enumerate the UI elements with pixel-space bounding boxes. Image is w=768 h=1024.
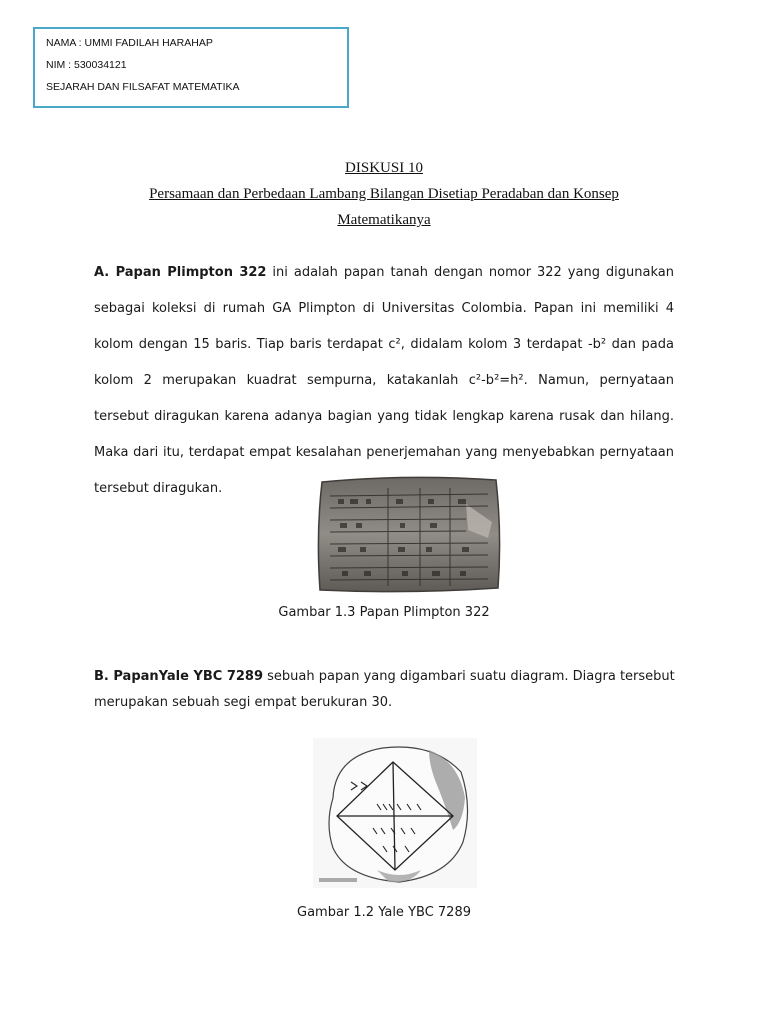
ybc-7289-image — [313, 738, 477, 888]
discussion-title: DISKUSI 10 — [345, 160, 423, 176]
section-a-line: tersebut diragukan karena adanya bagian yang tidak lengkap karena rusak dan hilang. — [94, 409, 674, 424]
section-a-lead: A. Papan Plimpton 322 — [94, 265, 267, 280]
round-tablet-icon — [313, 738, 477, 888]
plimpton-caption: Gambar 1.3 Papan Plimpton 322 — [278, 605, 490, 620]
section-a-line: A. Papan Plimpton 322 ini adalah papan tanah dengan nomor 322 yang digunakan — [94, 265, 674, 280]
section-b-lead: B. PapanYale YBC 7289 — [94, 669, 264, 684]
section-b-line: merupakan sebuah segi empat berukuran 30. — [94, 695, 393, 710]
section-a-line: tersebut diragukan. — [94, 481, 223, 496]
ybc-caption: Gambar 1.2 Yale YBC 7289 — [297, 905, 471, 920]
plimpton-322-image — [316, 474, 502, 594]
clay-tablet-icon — [316, 474, 502, 594]
student-name: NAMA : UMMI FADILAH HARAHAP — [46, 37, 213, 49]
course-name: SEJARAH DAN FILSAFAT MATEMATIKA — [46, 81, 240, 93]
topic-title-line1: Persamaan dan Perbedaan Lambang Bilangan Disetiap Peradaban dan Konsep — [149, 186, 619, 202]
topic-title-line2: Matematikanya — [337, 212, 431, 228]
section-a-line: kolom dengan 15 baris. Tiap baris terdapat c², didalam kolom 3 terdapat -b² dan pada — [94, 337, 674, 352]
identity-box — [33, 27, 349, 108]
student-nim: NIM : 530034121 — [46, 59, 127, 71]
section-a-line: Maka dari itu, terdapat empat kesalahan penerjemahan yang menyebabkan pernyataan — [94, 445, 674, 460]
section-a-line: sebagai koleksi di rumah GA Plimpton di Universitas Colombia. Papan ini memiliki 4 — [94, 301, 674, 316]
section-b-line: B. PapanYale YBC 7289 sebuah papan yang digambari suatu diagram. Diagra tersebut — [94, 669, 675, 684]
section-a-line: kolom 2 merupakan kuadrat sempurna, katakanlah c²-b²=h². Namun, pernyataan — [94, 373, 674, 388]
